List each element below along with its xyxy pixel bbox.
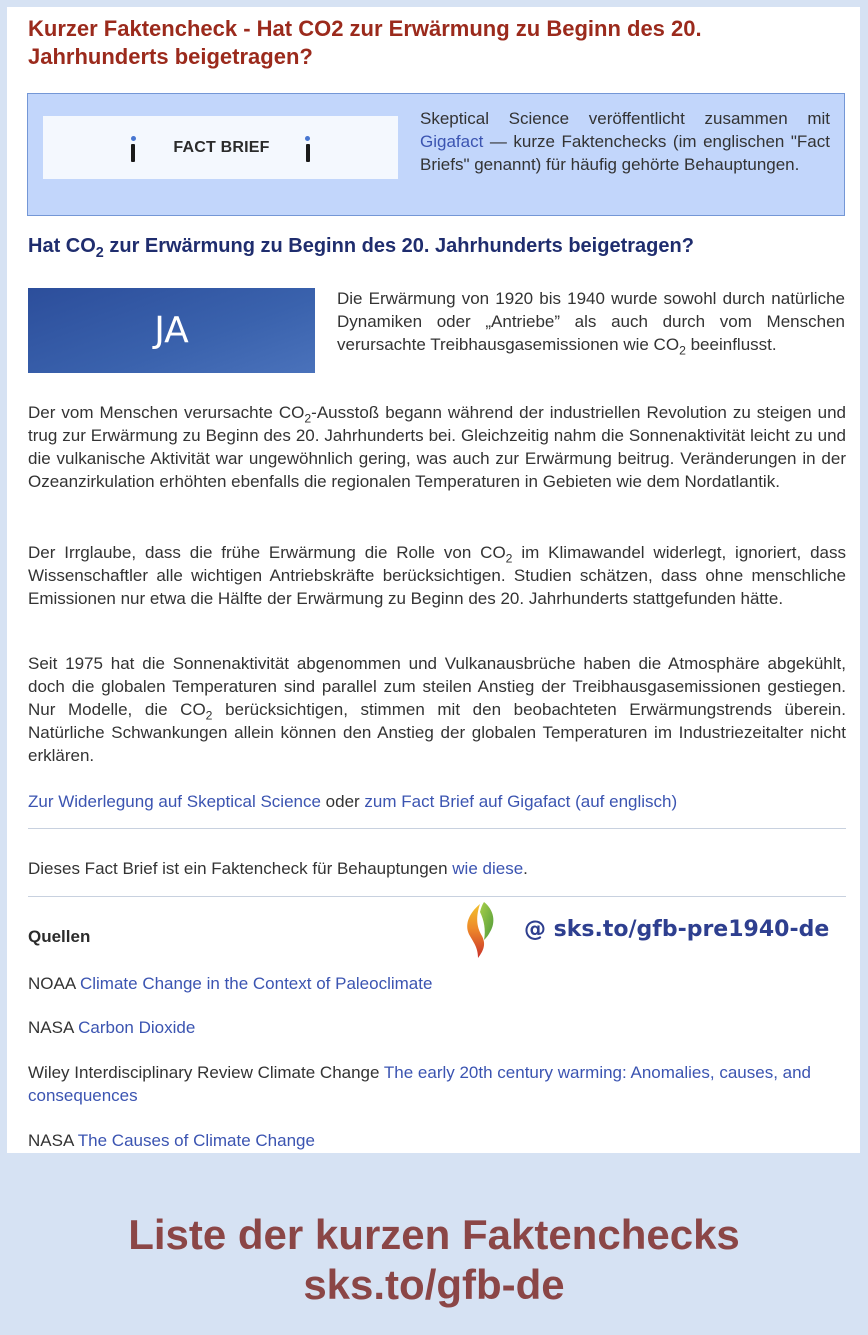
gigafact-link[interactable]: Gigafact: [420, 132, 484, 151]
source-link[interactable]: The early 20th century warming: Anomalies, causes, and consequences: [28, 1063, 811, 1105]
claims-link[interactable]: wie diese: [452, 859, 524, 878]
source-org: NOAA: [28, 974, 80, 993]
source-item: [28, 1129, 846, 1152]
source-org: Wiley Interdisciplinary Review Climate Change: [28, 1063, 384, 1082]
fact-brief-banner: [43, 116, 398, 179]
intro-text: [420, 107, 830, 176]
sources-heading: Quellen: [28, 927, 91, 946]
source-org: NASA: [28, 1018, 79, 1037]
question-prefix: Hat CO: [28, 235, 96, 257]
source-link[interactable]: Carbon Dioxide: [78, 1018, 196, 1037]
subscript: 2: [205, 708, 213, 723]
question-heading: [28, 232, 848, 260]
verdict-badge: JA: [28, 288, 315, 373]
footer-title: Liste der kurzen Faktenchecks: [128, 1211, 740, 1258]
body-paragraph-3: [28, 652, 846, 767]
intro-text-end: — kurze Faktenchecks (im englischen "Fact Briefs" genannt) für häufig gehörte Behauptungen.: [420, 132, 830, 174]
question-suffix: zur Erwärmung zu Beginn des 20. Jahrhunderts beigetragen?: [103, 235, 694, 257]
skeptical-science-flame-logo: [462, 900, 498, 960]
divider: [28, 896, 846, 897]
links-connector: oder: [320, 792, 365, 811]
info-icon: [131, 144, 135, 162]
fact-brief-label: FACT BRIEF: [173, 138, 270, 156]
sks-short-link: @ sks.to/gfb-pre1940-de: [524, 916, 830, 942]
info-icon: [306, 144, 310, 162]
claims-text: Dieses Fact Brief ist ein Faktencheck für Behauptungen: [28, 859, 453, 878]
lead-text-end: beeinflusst.: [685, 335, 777, 354]
fact-brief-card: [7, 7, 860, 1153]
divider: [28, 828, 846, 829]
paragraph-text: berücksichtigen, stimmen mit den beobachteten Erwärmungstrends überein. Natürliche Schwankungen allein können den Anstieg der globalen Temperaturen im Industriezeitalter nicht erklären.: [28, 700, 846, 765]
further-links: [28, 790, 846, 813]
footer-short-link: sks.to/gfb-de: [303, 1261, 565, 1308]
source-item: [28, 1061, 846, 1107]
skeptical-science-rebuttal-link[interactable]: Zur Widerlegung auf Skeptical Science: [28, 792, 321, 811]
body-paragraph-1: [28, 401, 846, 493]
source-link[interactable]: The Causes of Climate Change: [77, 1131, 315, 1150]
footer-banner: [0, 1210, 868, 1310]
body-paragraph-2: [28, 541, 846, 610]
page-title: Kurzer Faktencheck - Hat CO2 zur Erwärmung zu Beginn des 20. Jahrhunderts beigetragen?: [28, 16, 702, 69]
lead-text-start: Die Erwärmung von 1920 bis 1940 wurde sowohl durch natürliche Dynamiken oder „Antriebe” als auch durch vom Menschen verursachte Treibhausgasemissionen wie CO: [337, 289, 845, 354]
subscript: 2: [95, 245, 104, 262]
source-org: NASA: [28, 1131, 78, 1150]
paragraph-text: im Klimawandel widerlegt, ignoriert, dass Wissenschaftler alle wichtigen Antriebskräfte berücksichtigen. Studien schätzen, dass ohne menschliche Emissionen nur etwa die Hälfte der Erwärmung zu Beginn des 20. Jahrhunderts stattgefunden hätte.: [28, 543, 846, 608]
subscript: 2: [304, 411, 312, 426]
subscript: 2: [679, 343, 686, 358]
subscript: 2: [505, 551, 513, 566]
source-item: [28, 1016, 846, 1039]
paragraph-text: -Ausstoß begann während der industriellen Revolution zu steigen und trug zur Erwärmung zu Beginn des 20. Jahrhunderts bei. Gleichzeitig nahm die Sonnenaktivität leicht zu und die vulkanische Aktivität war ungewöhnlich gering, was auch zur Erwärmung beitrug. Veränderungen in der Ozeanzirkulation erhöhten ebenfalls die regionalen Temperaturen in Gebieten wie dem Nordatlantik.: [28, 403, 847, 491]
paragraph-text: Seit 1975 hat die Sonnenaktivität abgenommen und Vulkanausbrüche haben die Atmosphäre abgekühlt, doch die globalen Temperaturen sind parallel zum steilen Anstieg der Treibhausgasemissionen gestiegen. Nur Modelle, die CO: [28, 654, 846, 719]
lead-paragraph: [337, 287, 845, 356]
intro-text-start: Skeptical Science veröffentlicht zusammen mit: [420, 109, 830, 128]
sks-short-link-tag: [462, 900, 829, 960]
paragraph-text: Der vom Menschen verursachte CO: [28, 403, 305, 422]
paragraph-text: Der Irrglaube, dass die frühe Erwärmung die Rolle von CO: [28, 543, 506, 562]
source-link[interactable]: Climate Change in the Context of Paleoclimate: [79, 974, 433, 993]
claims-line: [28, 857, 846, 880]
source-item: [28, 972, 846, 995]
claims-end: .: [523, 859, 528, 878]
intro-box: [27, 93, 845, 216]
gigafact-fact-brief-link[interactable]: zum Fact Brief auf Gigafact (auf englisch): [364, 792, 678, 811]
